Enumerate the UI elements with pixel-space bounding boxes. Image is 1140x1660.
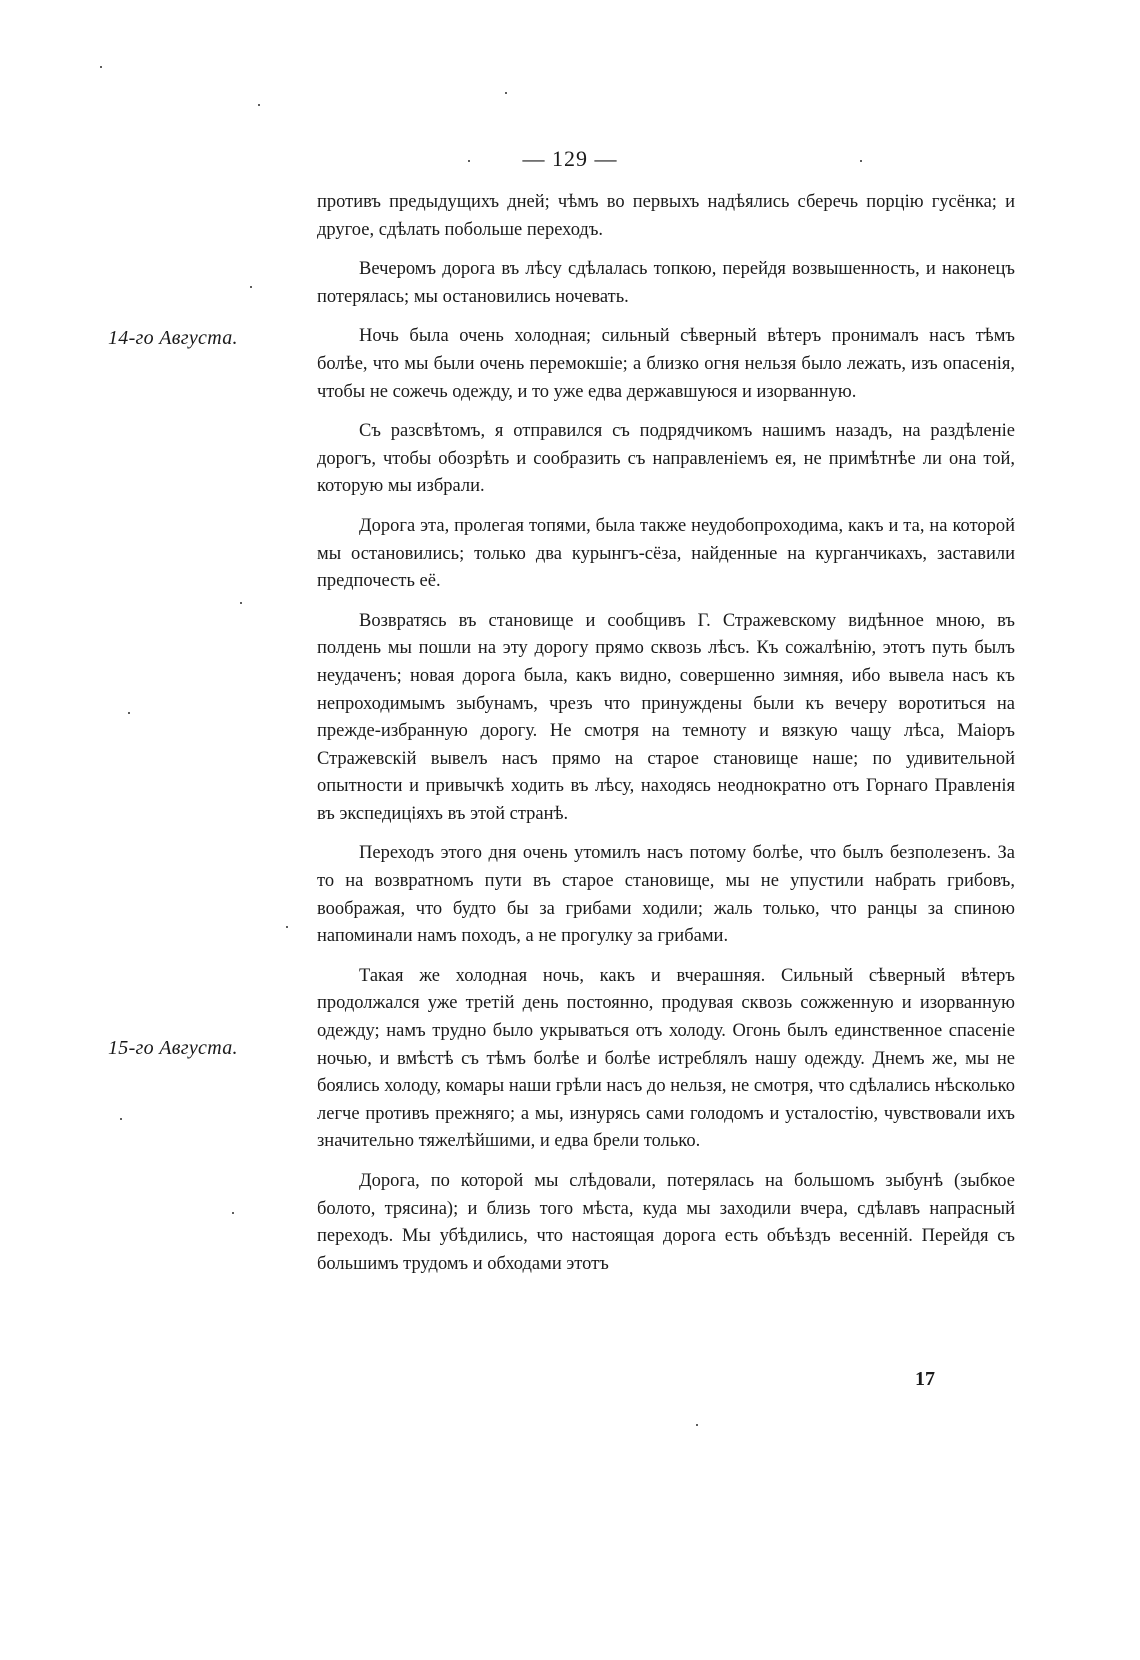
paragraph: Съ разсвѣтомъ, я отправился съ подрядчикомъ нашимъ назадъ, на раздѣленіе дорогъ, чтобы обозрѣть и сообразить съ направленіемъ ея, не примѣтнѣе ли она той, которую мы избрали. <box>317 421 1015 497</box>
paragraph: Дорога эта, пролегая топями, была также неудобопроходима, какъ и та, на которой мы остановились; только два курынгъ-сёза, найденные на курганчикахъ, заставили предпочесть её. <box>317 515 1015 592</box>
scan-speck <box>860 160 862 162</box>
paragraph: Вечеромъ дорога въ лѣсу сдѣлалась топкою, перейдя возвышенность, и наконецъ потерялась; мы остановились ночевать. <box>317 259 1015 307</box>
scan-speck <box>250 286 252 288</box>
scan-speck <box>100 66 102 68</box>
printer-signature-mark: 17 <box>915 1368 935 1390</box>
margin-date-note: 15-го Августа. <box>108 1037 238 1059</box>
paragraph: Такая же холодная ночь, какъ и вчерашняя. Сильный сѣверный вѣтеръ продолжался уже третій день постоянно, продувая сквозь сожженную и изорванную одежду; намъ трудно было укрываться отъ холоду. Огонь былъ единственное спасеніе ночью, и вмѣстѣ съ тѣмъ болѣе и болѣе истреблялъ нашу одежду. Днемъ же, мы не боялись холоду, комары наши грѣли насъ до нельзя, не смотря, что сдѣлались нѣсколько легче противъ прежняго; а мы, изнурясь сами голодомъ и усталостію, чувствовали ихъ значительно тяжелѣйшими, и едва брели только. <box>317 965 1015 1152</box>
margin-date-note: 14-го Августа. <box>108 327 238 349</box>
paragraph: Переходъ этого дня очень утомилъ насъ потому болѣе, что былъ безполезенъ. За то на возвратномъ пути въ старое становище, мы не упустили набрать грибовъ, воображая, что будто бы за грибами ходили; жаль только, что ранцы за спиною напоминали намъ походъ, а не прогулку за грибами. <box>317 843 1015 947</box>
page-number: — 129 — <box>522 146 618 171</box>
scan-speck <box>240 602 242 604</box>
scan-speck <box>286 926 288 928</box>
paragraph: Дорога, по которой мы слѣдовали, потерялась на большомъ зыбунѣ (зыбкое болото, трясина); и близь того мѣста, куда мы заходили вчера, сдѣлавъ напрасный переходъ. Мы убѣдились, что настоящая дорога есть объѣздъ весенній. Перейдя съ большимъ трудомъ и обходами этотъ <box>317 1171 1015 1274</box>
scan-speck <box>468 160 470 162</box>
scan-speck <box>696 1424 698 1426</box>
main-text-column <box>317 189 1015 1290</box>
scan-speck <box>505 92 507 94</box>
paragraph: противъ предыдущихъ дней; чѣмъ во первыхъ надѣялись сберечь порцію гусёнка; и другое, сдѣлать побольше переходъ. <box>317 192 1015 240</box>
scan-speck <box>128 712 130 714</box>
paragraph: Ночь была очень холодная; сильный сѣверный вѣтеръ пронималъ насъ тѣмъ болѣе, что мы были очень перемокшіе; а близко огня нельзя было лежать, изъ опасенія, чтобы не сожечь одежду, и то уже едва державшуюся и изорванную. <box>317 326 1015 402</box>
scan-speck <box>120 1118 122 1120</box>
scan-speck <box>258 104 260 106</box>
paragraph: Возвратясь въ становище и сообщивъ Г. Стражевскому видѣнное мною, въ полдень мы пошли на эту дорогу прямо сквозь лѣсъ. Къ сожалѣнію, этотъ путь былъ неудаченъ; новая дорога была, какъ видно, совершенно зимняя, ибо вывела насъ къ непроходимымъ зыбунамъ, чрезъ что принуждены были къ вечеру воротиться на прежде-избранную дорогу. Не смотря на темноту и вязкую чащу лѣса, Маіоръ Стражевскій вывелъ насъ прямо на старое становище наше; по удивительной опытности и привычкѣ ходить въ лѣсу, находясь неоднократно отъ Горнаго Правленія въ экспедиціяхъ въ этой странѣ. <box>317 610 1015 824</box>
scan-speck <box>232 1212 234 1214</box>
